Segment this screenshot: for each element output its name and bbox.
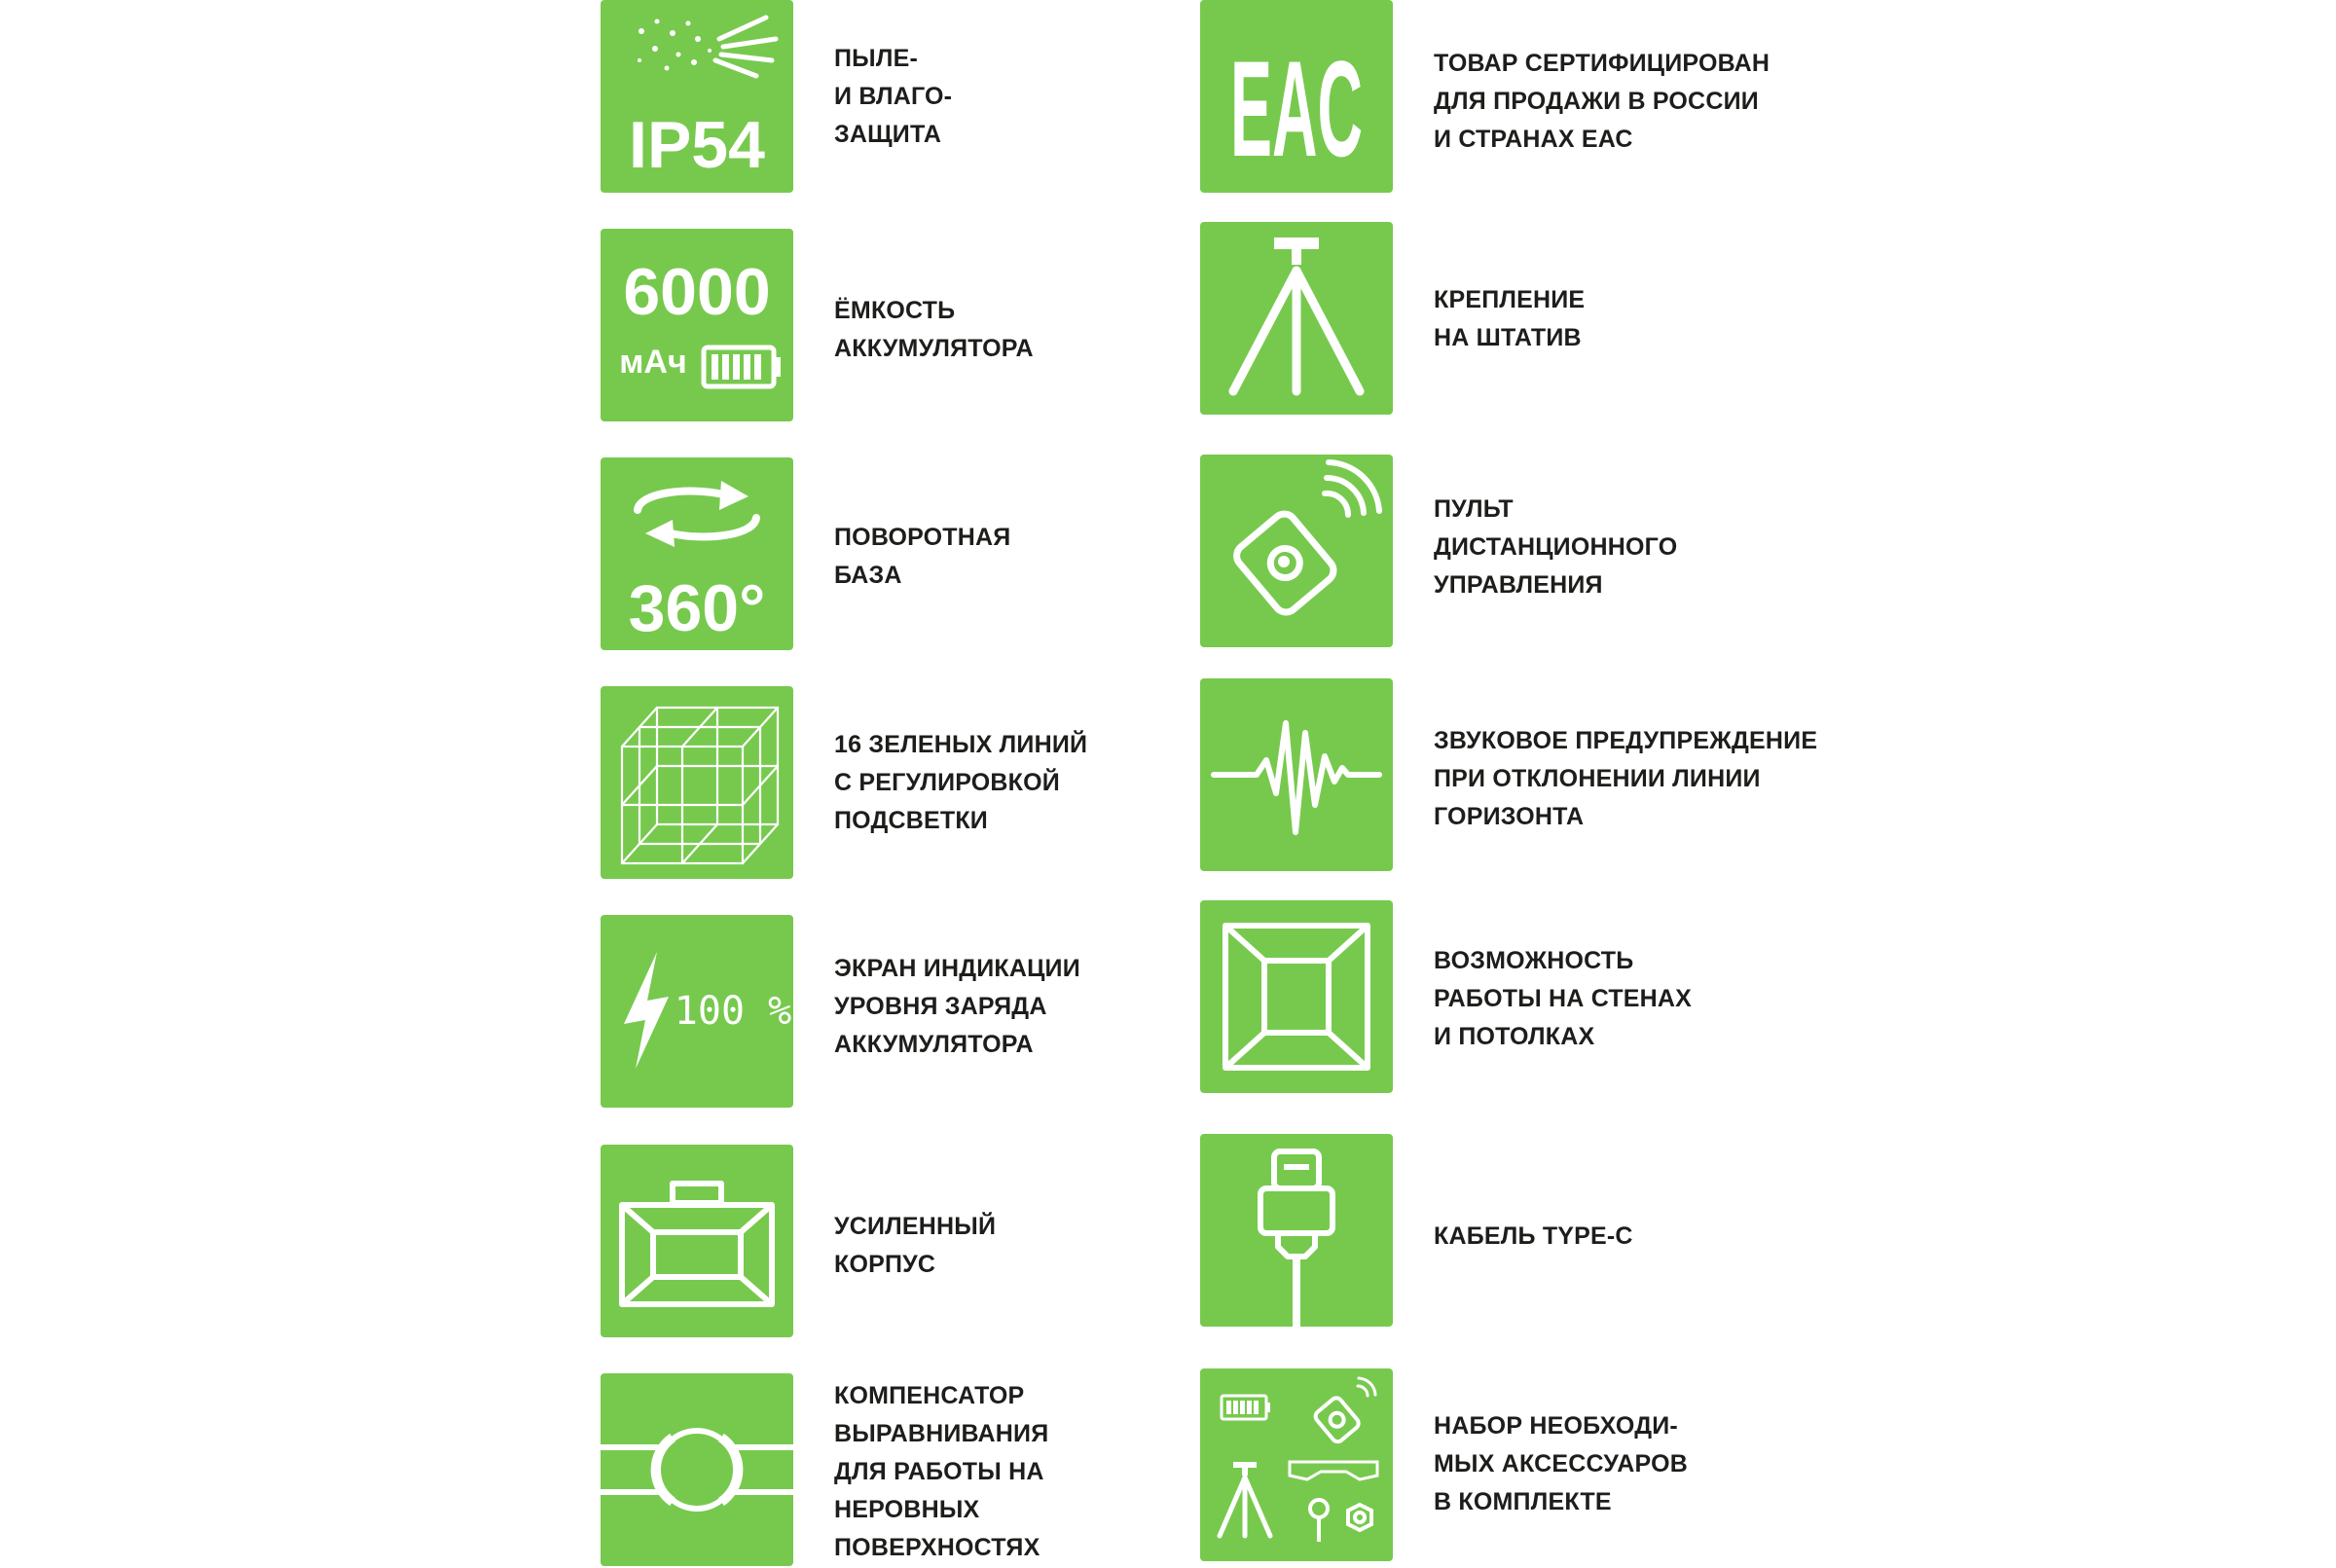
feature-sound-alert-line: ГОРИЗОНТА [1434,802,1585,830]
feature-remote-line: ПУЛЬТ [1434,494,1514,523]
feature-battery-tile [601,229,793,421]
feature-battery-line: АККУМУЛЯТОРА [834,335,1034,362]
feature-walls-ceilings-label [1434,936,1692,1061]
feature-accessories-line: НАБОР НЕОБХОДИ- [1434,1411,1678,1440]
feature-cable-tile [1200,1134,1393,1327]
feature-charge-screen-tile [601,915,793,1108]
compensator-icon [601,1373,793,1566]
laser-grid-cube-icon [601,686,793,879]
feature-lines16-label [834,720,1087,845]
feature-remote-tile [1200,455,1393,647]
feature-charge-screen-line: ЭКРАН ИНДИКАЦИИ [834,954,1080,982]
usb-c-cable-icon [1200,1134,1393,1327]
feature-walls-ceilings-tile [1200,900,1393,1093]
feature-rotation-line: ПОВОРОТНАЯ [834,524,1011,551]
feature-housing-line: УСИЛЕННЫЙ [834,1213,997,1240]
feature-housing-label [834,1203,996,1289]
feature-ip54-line: И ВЛАГО- [834,82,953,110]
feature-charge-screen-line: АККУМУЛЯТОРА [834,1030,1034,1058]
feature-battery-label [834,287,1034,373]
feature-ip54-line: ЗАЩИТА [834,120,942,148]
svg-text:100 %: 100 % [674,989,792,1034]
feature-cable-label [1434,1217,1633,1256]
svg-text:IP54: IP54 [629,108,765,182]
feature-remote-line: УПРАВЛЕНИЯ [1434,570,1603,599]
feature-sound-alert-line: ЗВУКОВОЕ ПРЕДУПРЕЖДЕНИЕ [1434,726,1818,754]
feature-lines16-line: С РЕГУЛИРОВКОЙ [834,768,1060,796]
feature-housing-tile [601,1145,793,1337]
feature-ip54-tile [601,0,793,193]
feature-rotation-line: БАЗА [834,562,902,589]
room-perspective-icon [1200,900,1393,1093]
feature-remote-label [1434,485,1677,609]
feature-eac-line: ДЛЯ ПРОДАЖИ В РОССИИ [1434,87,1759,115]
feature-eac-label [1434,39,1770,164]
feature-walls-ceilings-line: РАБОТЫ НА СТЕНАХ [1434,984,1693,1012]
feature-accessories-tile [1200,1368,1393,1561]
feature-rotation-label [834,514,1010,600]
feature-sound-alert-tile [1200,678,1393,871]
svg-text:360°: 360° [628,571,766,645]
case-icon [601,1145,793,1337]
feature-tripod-tile [1200,222,1393,415]
feature-walls-ceilings-line: И ПОТОЛКАХ [1434,1022,1595,1050]
feature-accessories-label [1434,1402,1688,1526]
feature-eac-tile [1200,0,1393,193]
feature-compensator-tile [601,1373,793,1566]
svg-text:EAC: EAC [1230,32,1363,185]
feature-lines16-tile [601,686,793,879]
feature-battery-line: ЁМКОСТЬ [834,297,956,324]
battery-icon [601,229,793,421]
feature-charge-screen-line: УРОВНЯ ЗАРЯДА [834,992,1047,1020]
feature-accessories-line: МЫХ АКСЕССУАРОВ [1434,1449,1688,1477]
feature-compensator-line: КОМПЕНСАТОР [834,1381,1025,1409]
feature-ip54-line: ПЫЛЕ- [834,44,918,72]
feature-compensator-line: ВЫРАВНИВАНИЯ [834,1419,1049,1447]
lightning-icon [601,915,793,1108]
remote-control-icon [1200,455,1393,647]
feature-housing-line: КОРПУС [834,1251,936,1278]
feature-sound-alert-line: ПРИ ОТКЛОНЕНИИ ЛИНИИ [1434,764,1761,792]
feature-rotation-tile [601,457,793,650]
feature-charge-screen-label [834,944,1080,1069]
tripod-icon [1200,222,1393,415]
feature-ip54-label [834,33,952,160]
rotation-arrows-icon [601,457,793,650]
feature-lines16-line: 16 ЗЕЛЕНЫХ ЛИНИЙ [834,730,1088,758]
svg-text:мАч: мАч [619,344,687,381]
feature-lines16-line: ПОДСВЕТКИ [834,806,988,834]
eac-mark-icon [1200,0,1393,193]
feature-compensator-line: НЕРОВНЫХ [834,1495,980,1523]
svg-text:6000: 6000 [623,255,771,329]
feature-sound-alert-label [1434,716,1817,841]
feature-tripod-line: КРЕПЛЕНИЕ [1434,286,1586,313]
feature-compensator-line: ПОВЕРХНОСТЯХ [834,1533,1040,1561]
feature-compensator-label [834,1375,1048,1568]
accessories-kit-icon [1200,1368,1393,1561]
feature-eac-line: ТОВАР СЕРТИФИЦИРОВАН [1434,49,1770,77]
feature-accessories-line: В КОМПЛЕКТЕ [1434,1487,1612,1515]
feature-cable-line: КАБЕЛЬ TYPE-C [1434,1222,1633,1250]
feature-walls-ceilings-line: ВОЗМОЖНОСТЬ [1434,946,1634,974]
waveform-icon [1200,678,1393,871]
feature-remote-line: ДИСТАНЦИОННОГО [1434,532,1678,561]
feature-tripod-label [1434,276,1585,362]
feature-tripod-line: НА ШТАТИВ [1434,324,1582,351]
feature-eac-line: И СТРАНАХ ЕАС [1434,125,1633,153]
feature-compensator-line: ДЛЯ РАБОТЫ НА [834,1457,1044,1485]
dust-water-icon [601,0,793,193]
